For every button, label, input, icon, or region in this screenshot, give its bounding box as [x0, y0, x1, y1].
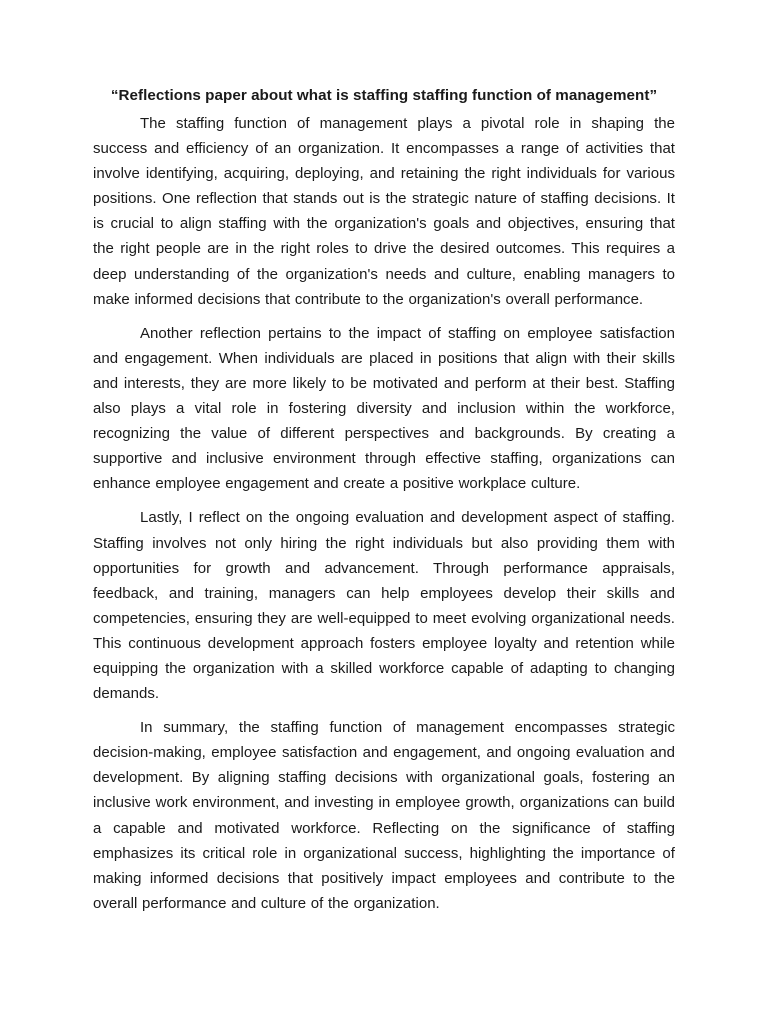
paragraph-4: In summary, the staffing function of management encompasses strategic decision-making, employee satisfaction and engagement, and ongoing evaluation and development. By aligning staffing decisions with organizational goals, fostering an inclusive work environment, and investing in employee growth, organizations can build a capable and motivated workforce. Reflecting on the significance of staffing emphasizes its critical role in organizational success, highlighting the importance of making informed decisions that positively impact employees and contribute to the overall performance and culture of the organization.: [93, 719, 675, 912]
document-title: “Reflections paper about what is staffing staffing function of management”: [110, 87, 658, 104]
paragraph-2: Another reflection pertains to the impact of staffing on employee satisfaction and engagement. When individuals are placed in positions that align with their skills and interests, they are more likely to be motivated and perform at their best. Staffing also plays a vital role in fostering diversity and inclusion within the workforce, recognizing the value of different perspectives and backgrounds. By creating a supportive and inclusive environment through effective staffing, organizations can enhance employee engagement and create a positive workplace culture.: [93, 324, 675, 493]
paragraph-3: Lastly, I reflect on the ongoing evaluation and development aspect of staffing. Staffing involves not only hiring the right individuals but also providing them with opportunities for growth and advancement. Through performance appraisals, feedback, and training, managers can help employees develop their skills and competencies, ensuring they are well-equipped to meet evolving organizational needs. This continuous development approach fosters employee loyalty and retention while equipping the organization with a skilled workforce capable of adapting to changing demands.: [93, 509, 675, 703]
paragraph-1: The staffing function of management plays a pivotal role in shaping the success and efficiency of an organization. It encompasses a range of activities that involve identifying, acquiring, deploying, and retaining the right individuals for various positions. One reflection that stands out is the strategic nature of staffing decisions. It is crucial to align staffing with the organization's goals and objectives, ensuring that the right people are in the right roles to drive the desired outcomes. This requires a deep understanding of the organization's needs and culture, enabling managers to make informed decisions that contribute to the organization's overall performance.: [93, 115, 675, 308]
